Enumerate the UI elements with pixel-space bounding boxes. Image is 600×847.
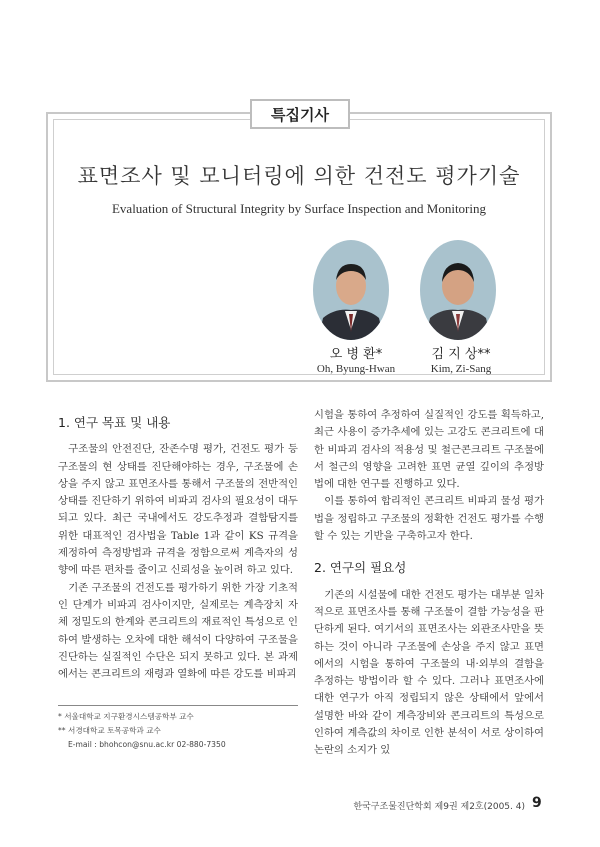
page-number: 9 (532, 795, 542, 811)
footnote-email: E-mail : bhohcon@snu.ac.kr 02-880-7350 (68, 740, 226, 749)
footnote-2: ** 서경대학교 토목공학과 교수 (58, 726, 161, 735)
paragraph: 기존 구조물의 건전도를 평가하기 위한 가장 기초적인 단계가 비파괴 검사이지만, 실제로는 계측장치 자체 정밀도의 한계와 콘크리트의 재료적인 특성으로 인하여 발생하는 오차에 대한 해석이 다양하여 구조물을 진단하는 실질적인 수단은 되지 못하고 있다. 본 과제에서는 콘크리트의 재령과 열화에 따른 강도를 비파괴 (58, 581, 298, 681)
footnote-rule (58, 705, 298, 706)
paragraph: 시험을 통하여 추정하여 실질적인 강도를 획득하고, 최근 사용이 증가추세에 있는 고강도 콘크리트에 대한 비파괴 검사의 적용성 및 철근콘크리트 구조물에서 철근의 영향을 고려한 표면 균열 깊이의 추정방법에 대한 연구를 진행하고 있다. (314, 409, 544, 491)
author-name-en-1: Oh, Byung-Hwan (316, 363, 396, 375)
author-name-ko-1: 오 병 환* (329, 347, 383, 362)
author-photo-kim (420, 240, 496, 340)
title-english: Evaluation of Structural Integrity by Surface Inspection and Monitoring (111, 201, 487, 216)
journal-footer: 한국구조물진단학회 제9권 제2호(2005. 4) (353, 802, 525, 812)
author-name-ko-2: 김 지 상** (431, 347, 491, 362)
paragraph: 이를 통하여 합리적인 콘크리트 비파괴 물성 평가법을 정립하고 구조물의 정확한 건전도 평가를 수행할 수 있는 기반을 구축하고자 한다. (314, 495, 544, 543)
author-photo-oh (313, 240, 389, 340)
right-column (314, 407, 544, 760)
title-korean: 표면조사 및 모니터링에 의한 건전도 평가기술 (77, 164, 521, 188)
author-name-en-2: Kim, Zi-Sang (430, 363, 492, 375)
paragraph: 구조물의 안전진단, 잔존수명 평가, 건전도 평가 등 구조물의 현 상태를 진단해야하는 경우, 구조물에 손상을 주지 않고 표면조사를 통해서 구조물의 전반적인 상태를 진단하기 위하여 비파괴 검사의 필요성이 대두되고 있다. 최근 국내에서도 강도추정과 결함탐지를 위한 대표적인 검사법을 Table 1과 같이 KS 규격을 제정하여 측정방법과 규격을 정함으로써 계측자의 성향에 따른 편차를 줄이고 신뢰성을 높이려 하고 있다. (58, 443, 298, 577)
section-heading-2: 2. 연구의 필요성 (314, 560, 407, 576)
feature-tab: 특집기사 (250, 99, 350, 129)
footnotes (58, 705, 298, 752)
footnote-1: * 서울대학교 지구환경시스템공학부 교수 (58, 712, 194, 721)
section-heading-1: 1. 연구 목표 및 내용 (58, 415, 171, 430)
left-column (58, 414, 298, 683)
paragraph: 기존의 시설물에 대한 건전도 평가는 대부분 일차적으로 표면조사를 통해 구조물이 결함 가능성을 판단하게 된다. 여기서의 표면조사는 외관조사만을 뜻하는 것이 아니라 구조물에 손상을 주지 않고 표면에서의 시험을 통하여 구조물의 내·외부의 결함을 추정하는 방법이라 할 수 있다. 그러나 표면조사에 대한 연구가 아직 정립되지 않은 상태에서 앞에서 설명한 바와 같이 계측장비와 콘크리트의 특성으로 인하여 계측값의 차이로 인한 분석이 서로 상이하여 논란의 소지가 있 (314, 588, 544, 757)
